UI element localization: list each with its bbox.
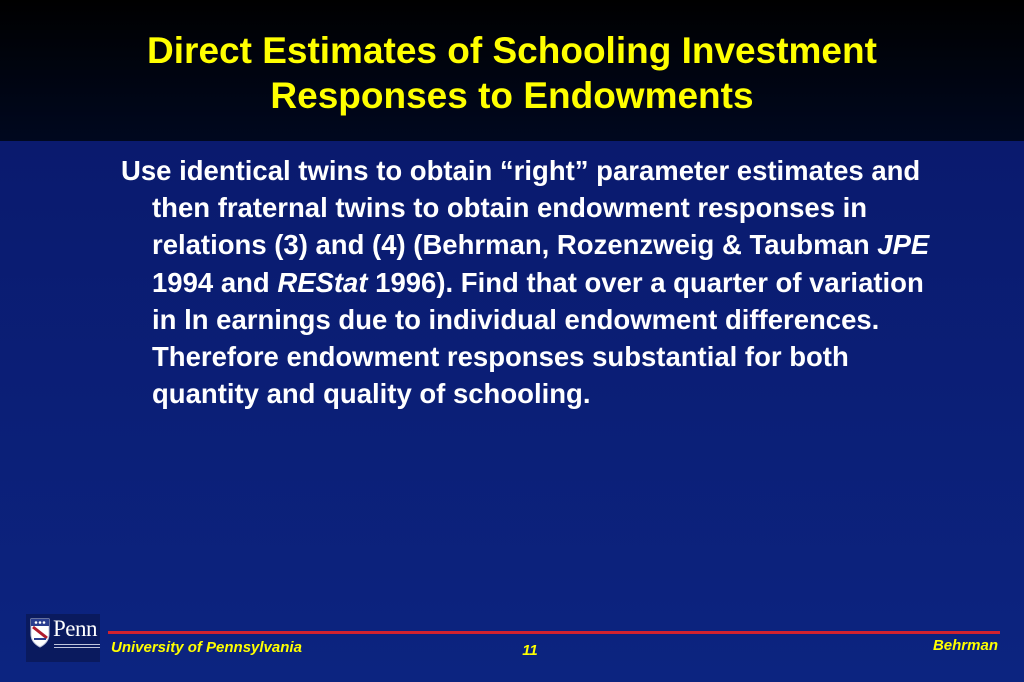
bullet-paragraph (121, 152, 952, 412)
penn-shield-icon (30, 618, 50, 648)
penn-logo-subline (54, 644, 100, 648)
penn-logo (26, 614, 100, 662)
slide-title-line1: Direct Estimates of Schooling Investment (147, 30, 877, 71)
penn-logo-text: Penn (53, 616, 97, 641)
slide-title-line2: Responses to Endowments (270, 75, 754, 116)
footer-author: Behrman (932, 637, 998, 654)
footer-divider (108, 631, 1000, 634)
journal-jpe: JPE (877, 229, 930, 261)
journal-restat: REStat (277, 266, 368, 298)
footer-institution: University of Pennsylvania (111, 639, 302, 656)
body-part1: Use identical twins to obtain “right” parameter estimates and then fraternal twins to obtain endowment responses in relations (3) and (4) (Behrman, Rozenzweig & Taubman (121, 155, 921, 261)
page-number: 11 (522, 642, 538, 659)
body-part3: 1996). Find that over a quarter of variation in ln earnings due to individual endowment differences. Therefore endowment responses substantial for both quantity and quality of schooling. (152, 266, 924, 410)
body-part2: 1994 and (152, 266, 278, 298)
slide-title (40, 28, 984, 118)
